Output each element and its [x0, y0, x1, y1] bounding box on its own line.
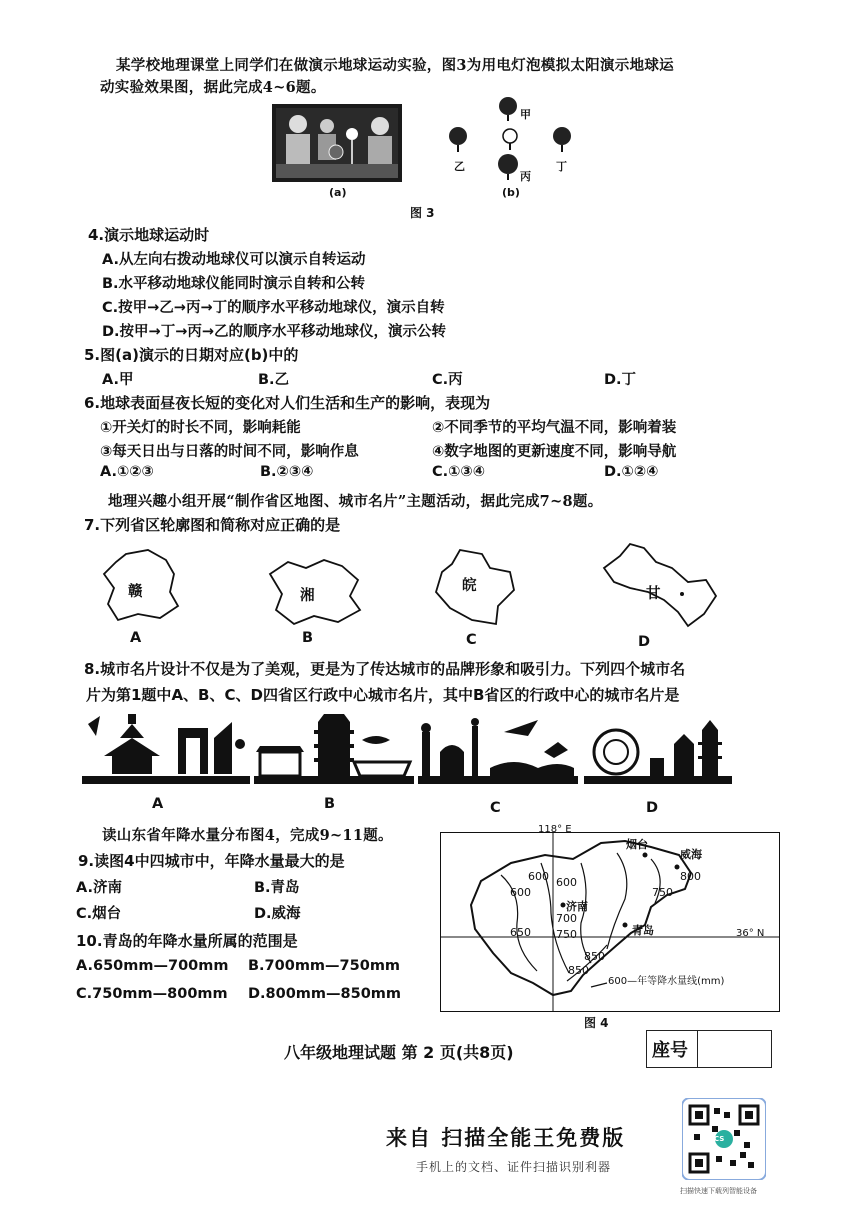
fig4-legend: 600—年等降水量线(mm) [608, 976, 725, 987]
q4-option-b[interactable]: B.水平移动地球仪能同时演示自转和公转 [102, 276, 366, 292]
globe-label-ding: 丁 [556, 160, 567, 173]
fig4-lat-label: 36° N [736, 928, 765, 939]
fig4-isoline-600-b: 600 [556, 876, 577, 889]
q8-option-a[interactable]: A [152, 796, 164, 812]
q9-option-d[interactable]: D.威海 [254, 906, 301, 922]
city-card-a[interactable] [82, 708, 250, 784]
q6-stem: 6.地球表面昼夜长短的变化对人们生活和生产的影响，表现为 [84, 394, 491, 412]
globe-label-jia: 甲 [520, 108, 531, 121]
fig4-isoline-750-b: 750 [652, 886, 673, 899]
fig4-isoline-750-a: 750 [556, 928, 577, 941]
q6-item-1: ①开关灯的时长不同，影响耗能 [100, 420, 301, 436]
intro-line-1: 某学校地理课堂上同学们在做演示地球运动实验，图3为用电灯泡模拟太阳演示地球运 [116, 57, 674, 74]
city-card-d[interactable] [584, 712, 732, 784]
fig4-lon-label: 118° E [538, 824, 572, 835]
page-footer: 八年级地理试题 第 2 页(共8页) [284, 1043, 514, 1062]
q7-option-c[interactable]: C [466, 632, 477, 648]
fig4-city-weihai: 威海 [680, 848, 702, 861]
q10-option-c[interactable]: C.750mm—800mm [76, 986, 228, 1002]
q10-stem: 10.青岛的年降水量所属的范围是 [76, 932, 298, 950]
fig4-isoline-600-a: 600 [528, 870, 549, 883]
qr-badge: CS [714, 1135, 725, 1143]
q8-option-d[interactable]: D [646, 800, 659, 816]
q4-stem: 4.演示地球运动时 [88, 226, 210, 244]
city-card-c[interactable] [418, 712, 578, 784]
q4-option-d[interactable]: D.按甲→丁→丙→乙的顺序水平移动地球仪，演示公转 [102, 324, 446, 340]
fig4-city-yantai: 烟台 [626, 838, 648, 851]
q5-option-b[interactable]: B.乙 [258, 372, 290, 388]
q5-option-d[interactable]: D.丁 [604, 372, 637, 388]
q4-option-a[interactable]: A.从左向右拨动地球仪可以演示自转运动 [102, 252, 366, 268]
map-label-wan: 皖 [462, 578, 477, 594]
q10-option-d[interactable]: D.800mm—850mm [248, 986, 402, 1002]
province-map-a [96, 548, 192, 622]
q8-stem-line-2: 片为第1题中A、B、C、D四省区行政中心城市名片，其中B省区的行政中心的城市名片是 [86, 686, 680, 704]
q8-stem-line-1: 8.城市名片设计不仅是为了美观，更是为了传达城市的品牌形象和吸引力。下列四个城市名 [84, 660, 686, 678]
section-3-intro: 读山东省年降水量分布图4，完成9~11题。 [102, 827, 393, 844]
scanner-brand: 来自 扫描全能王免费版 [386, 1125, 626, 1150]
q6-option-d[interactable]: D.①②④ [604, 464, 659, 480]
fig4-city-qingdao: 青岛 [632, 924, 654, 937]
q6-item-4: ④数字地图的更新速度不同，影响导航 [432, 444, 677, 460]
q4-option-c[interactable]: C.按甲→乙→丙→丁的顺序水平移动地球仪，演示自转 [102, 300, 445, 316]
fig4-title: 图 4 [584, 1016, 609, 1030]
figure-3b-caption: (b) [502, 186, 520, 199]
q10-option-b[interactable]: B.700mm—750mm [248, 958, 401, 974]
city-card-b[interactable] [254, 710, 414, 784]
q9-option-b[interactable]: B.青岛 [254, 880, 300, 896]
globe-label-bing: 丙 [520, 170, 531, 183]
map-label-gan: 赣 [128, 584, 143, 600]
fig4-isoline-800: 800 [680, 870, 701, 883]
q5-option-c[interactable]: C.丙 [432, 372, 463, 388]
map-label-xiang: 湘 [300, 588, 315, 604]
qr-caption: 扫描快速下载列智能设备 [680, 1187, 757, 1195]
q9-stem: 9.读图4中四城市中，年降水量最大的是 [78, 852, 345, 870]
scanner-tagline: 手机上的文档、证件扫描识别利器 [416, 1160, 612, 1174]
q7-option-b[interactable]: B [302, 630, 314, 646]
map-label-gan-province: 甘 [646, 586, 661, 602]
q5-option-a[interactable]: A.甲 [102, 372, 134, 388]
fig4-city-jinan: 济南 [566, 900, 588, 913]
globe-label-yi: 乙 [454, 160, 465, 173]
fig4-isoline-850-b: 850 [568, 964, 589, 977]
q6-item-3: ③每天日出与日落的时间不同，影响作息 [100, 444, 359, 460]
seat-label: 座号 [652, 1040, 688, 1061]
q7-option-a[interactable]: A [130, 630, 142, 646]
intro-line-2: 动实验效果图，据此完成4~6题。 [100, 79, 326, 96]
q9-option-c[interactable]: C.烟台 [76, 906, 122, 922]
fig4-isoline-700: 700 [556, 912, 577, 925]
q8-option-b[interactable]: B [324, 796, 336, 812]
fig4-isoline-650: 650 [510, 926, 531, 939]
q6-option-b[interactable]: B.②③④ [260, 464, 314, 480]
q6-item-2: ②不同季节的平均气温不同，影响着装 [432, 420, 677, 436]
fig4-isoline-850-a: 850 [584, 950, 605, 963]
q6-option-c[interactable]: C.①③④ [432, 464, 485, 480]
fig4-isoline-600-c: 600 [510, 886, 531, 899]
q7-stem: 7.下列省区轮廓图和简称对应正确的是 [84, 516, 341, 534]
q6-option-a[interactable]: A.①②③ [100, 464, 154, 480]
figure-3a-caption: (a) [329, 186, 347, 199]
q9-option-a[interactable]: A.济南 [76, 880, 122, 896]
q7-option-d[interactable]: D [638, 634, 651, 650]
section-2-intro: 地理兴趣小组开展“制作省区地图、城市名片”主题活动，据此完成7~8题。 [108, 493, 603, 510]
figure-3a-photo [272, 104, 402, 182]
q8-option-c[interactable]: C [490, 800, 501, 816]
figure-3-title: 图 3 [410, 206, 435, 220]
q10-option-a[interactable]: A.650mm—700mm [76, 958, 229, 974]
q5-stem: 5.图(a)演示的日期对应(b)中的 [84, 346, 299, 364]
